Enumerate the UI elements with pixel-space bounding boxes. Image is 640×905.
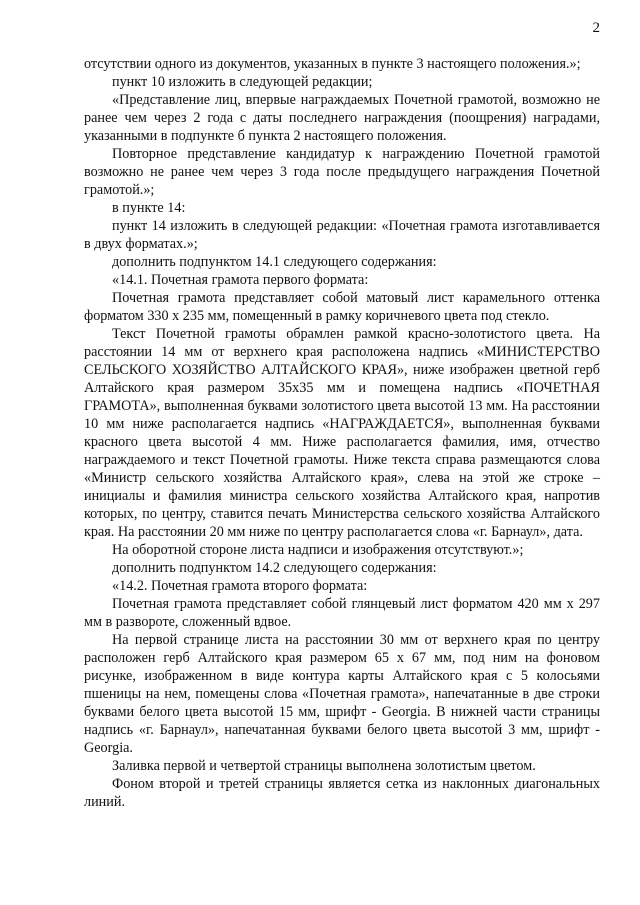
paragraph-item-14: в пункте 14:: [112, 200, 186, 216]
paragraph-14-2-format: Почетная грамота представляет собой глянцевый лист форматом 420 мм х 297 мм в развороте, сложенный вдвое.: [84, 596, 600, 630]
paragraph-14-1-format: Почетная грамота представляет собой матовый лист карамельного оттенка форматом 330 х 235 мм, помещенный в рамку коричневого цвета под стекло.: [84, 290, 600, 324]
paragraph-14-2-background: Фоном второй и третей страницы является сетка из наклонных диагональных линий.: [84, 776, 600, 810]
paragraph-item-10-text: «Представление лиц, впервые награждаемых Почетной грамотой, возможно не ранее чем через 2 года с даты последнего награждения (поощрения) наградами, указанными в подпункте б пункта 2 настоящего положения.: [84, 92, 600, 144]
paragraph-add-14-1: дополнить подпунктом 14.1 следующего содержания:: [112, 254, 437, 270]
paragraph-item-14-text: пункт 14 изложить в следующей редакции: «Почетная грамота изготавливается в двух форматах.»;: [84, 218, 600, 252]
document-body: [84, 55, 600, 811]
paragraph-repeat-nomination: Повторное представление кандидатур к награждению Почетной грамотой возможно не ранее чем через 3 года после предыдущего награждения Почетной грамотой.»;: [84, 146, 600, 198]
paragraph-14-1-heading: «14.1. Почетная грамота первого формата:: [112, 272, 369, 288]
paragraph-14-1-text: Текст Почетной грамоты обрамлен рамкой красно-золотистого цвета. На расстоянии 14 мм от верхнего края расположена надпись «МИНИСТЕРСТВО СЕЛЬСКОГО ХОЗЯЙСТВО АЛТАЙСКОГО КРАЯ», ниже изображен цветной герб Алтайского края размером 35х35 мм и помещена надпись «ПОЧЕТНАЯ ГРАМОТА», выполненная буквами золотистого цвета высотой 13 мм. На расстоянии 10 мм ниже располагается надпись «НАГРАЖДАЕТСЯ», выполненная буквами красного цвета высотой 4 мм. Ниже располагается фамилия, имя, отчество награждаемого и текст Почетной грамоты. Ниже текста справа размещаются слова «Министр сельского хозяйства Алтайского края», слева на этой же строке – инициалы и фамилия министра сельского хозяйства Алтайского края, напротив которых, по центру, ставится печать Министерства сельского хозяйства Алтайского края. На расстоянии 20 мм ниже по центру располагается слова «г. Барнаул», дата.: [84, 326, 600, 540]
paragraph-14-2-fill: Заливка первой и четвертой страницы выполнена золотистым цветом.: [112, 758, 536, 774]
page-number: 2: [592, 20, 600, 36]
paragraph-14-1-reverse: На оборотной стороне листа надписи и изображения отсутствуют.»;: [112, 542, 524, 558]
paragraph-14-2-heading: «14.2. Почетная грамота второго формата:: [112, 578, 368, 594]
paragraph-continuation: отсутствии одного из документов, указанных в пункте 3 настоящего положения.»;: [84, 56, 581, 72]
paragraph-add-14-2: дополнить подпунктом 14.2 следующего содержания:: [112, 560, 437, 576]
paragraph-item-10: пункт 10 изложить в следующей редакции;: [112, 74, 373, 90]
paragraph-14-2-first-page: На первой странице листа на расстоянии 30 мм от верхнего края по центру расположен герб Алтайского края размером 65 х 67 мм, под ним на фоновом рисунке, изображенном в виде контура карты Алтайского края с 5 колосьями пшеницы на нем, помещены слова «Почетная грамота», напечатанные в две строки буквами белого цвета высотой 15 мм, шрифт - Georgia. В нижней части страницы надпись «г. Барнаул», напечатанная буквами белого цвета высотой 3 мм, шрифт - Georgia.: [84, 632, 600, 756]
